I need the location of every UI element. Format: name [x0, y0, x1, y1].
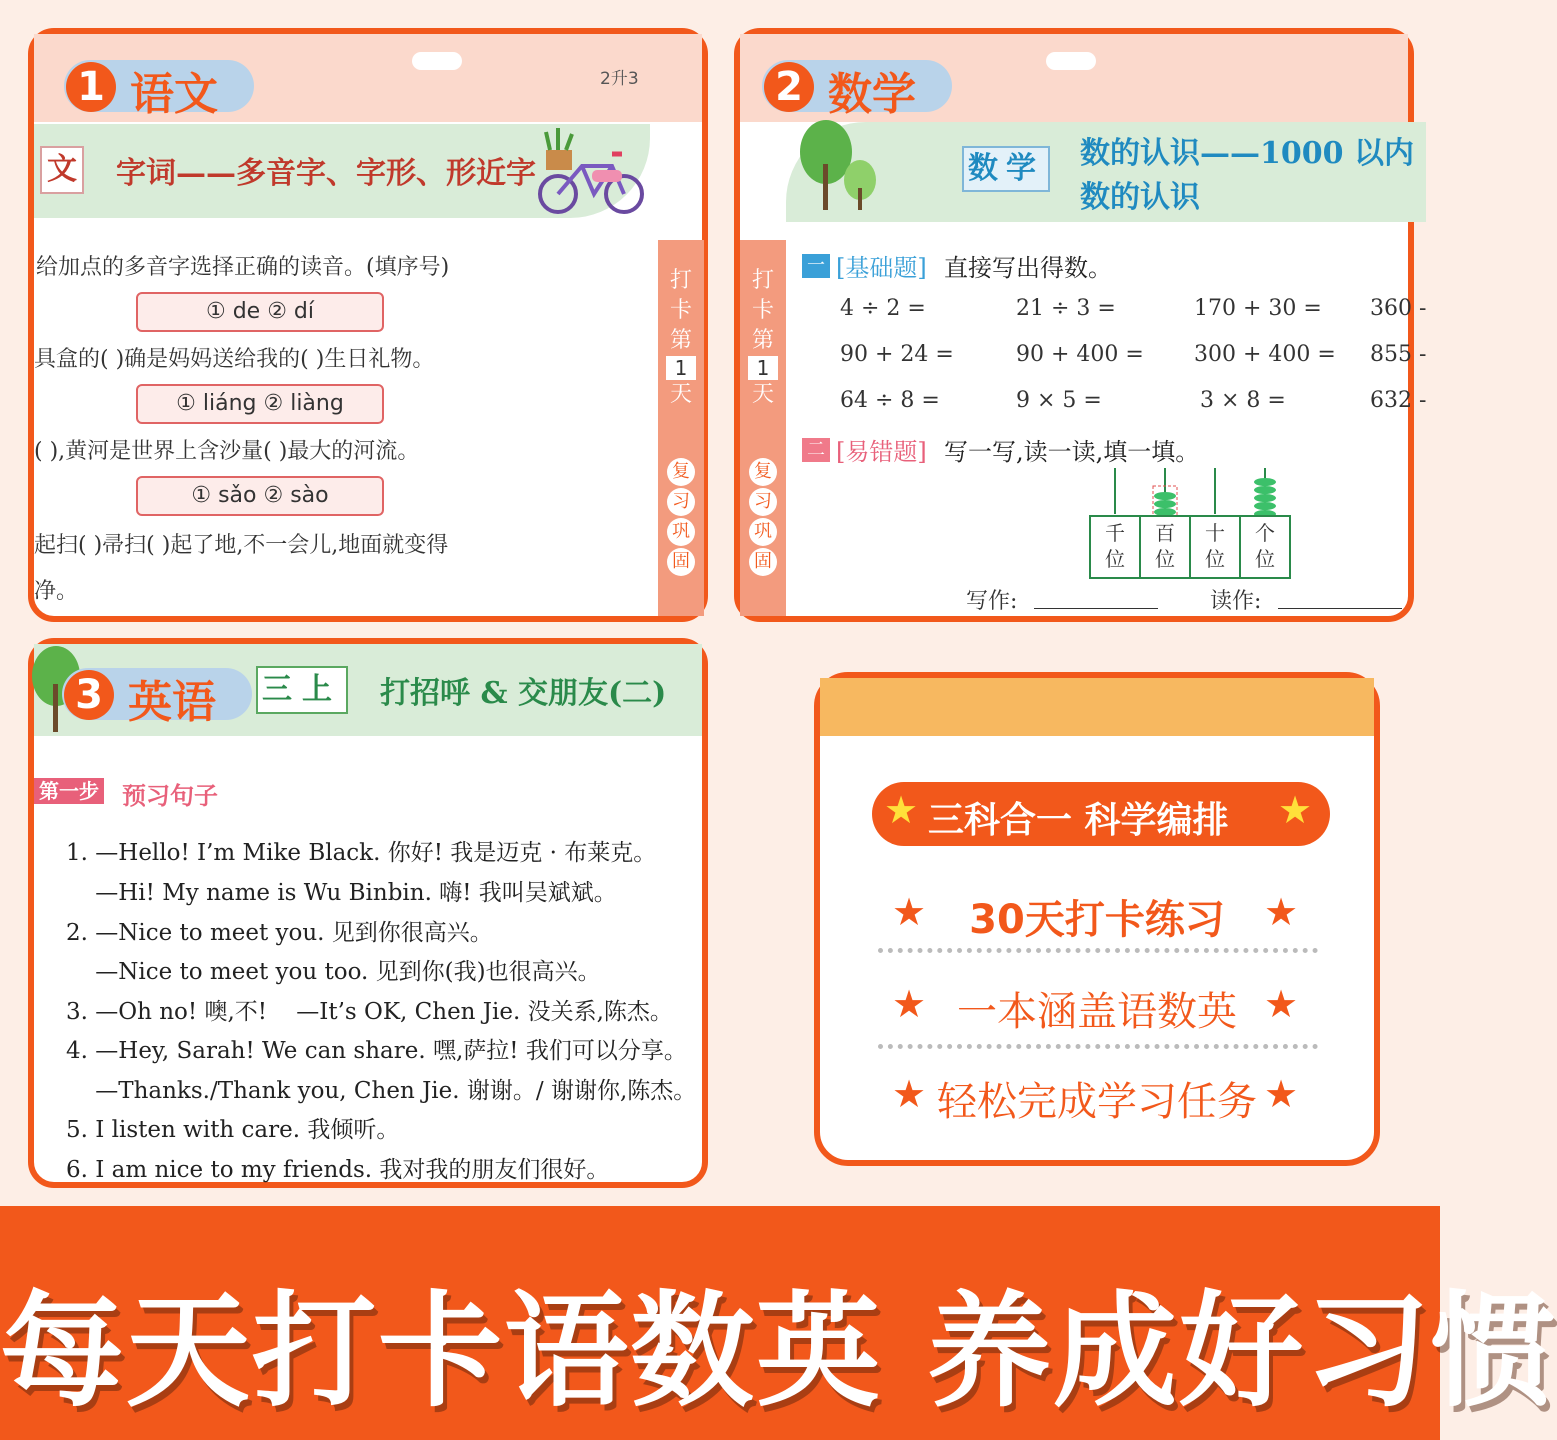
english-grade-box: 三上	[256, 666, 348, 714]
grade-tag: 2升3	[600, 69, 639, 89]
star-icon: ★	[1278, 788, 1313, 832]
math-problem: 300 + 400 =	[1194, 342, 1336, 367]
dotted-divider	[878, 1044, 1318, 1049]
math-problem: 3 × 8 =	[1200, 388, 1286, 413]
features-header-band	[820, 678, 1374, 736]
section1-number: 一	[802, 254, 830, 278]
features-header-title: 三科合一 科学编排	[928, 800, 1229, 841]
section2-number: 二	[802, 438, 830, 462]
exercise-sentence-3: 起扫( )帚扫( )起了地,不一会儿,地面就变得	[34, 533, 449, 558]
step-tag: 第一步	[34, 778, 104, 804]
section2-text: 写一写,读一读,填一填。	[944, 438, 1200, 466]
math-problem-row	[740, 342, 1427, 372]
english-sentence: 2. —Nice to meet you. 见到你很高兴。	[66, 920, 493, 946]
math-problem: 632 -	[1370, 388, 1427, 413]
math-number-badge: 2	[764, 62, 814, 112]
star-icon: ★	[1264, 1072, 1299, 1116]
section1-tag: [基础题]	[836, 254, 927, 282]
cloud-decoration	[412, 52, 462, 70]
write-answer-line	[1034, 608, 1158, 609]
feature-item-1: 30天打卡练习	[969, 897, 1225, 943]
day-number-box: 1	[748, 356, 778, 380]
star-icon: ★	[892, 1072, 927, 1116]
star-icon: ★	[892, 982, 927, 1026]
star-icon: ★	[892, 890, 927, 934]
english-sentence: 3. —Oh no! 噢,不! —It’s OK, Chen Jie. 没关系,陈杰。	[66, 999, 673, 1025]
english-sentence: —Thanks./Thank you, Chen Jie. 谢谢。/ 谢谢你,陈杰。	[66, 1078, 697, 1104]
read-label: 读作:	[1210, 589, 1262, 614]
math-problem-row	[740, 296, 1427, 326]
feature-item-2: 一本涵盖语数英	[957, 989, 1237, 1035]
pronunciation-options-1: ① de ② dí	[136, 292, 384, 332]
english-card	[28, 638, 708, 1188]
math-problem: 9 × 5 =	[1016, 388, 1102, 413]
math-subject-title: 数学	[828, 69, 916, 120]
english-sentence: 1. —Hello! I’m Mike Black. 你好! 我是迈克 · 布莱克。	[66, 840, 657, 866]
step-title: 预习句子	[122, 781, 218, 810]
english-sentence: 5. I listen with care. 我倾听。	[66, 1117, 400, 1143]
english-banner-title: 打招呼 & 交朋友(二)	[380, 676, 667, 711]
english-sentence: —Hi! My name is Wu Binbin. 嗨! 我叫吴斌斌。	[66, 880, 617, 906]
chinese-banner-title: 字词——多音字、字形、形近字	[116, 156, 536, 191]
chinese-number-badge: 1	[66, 62, 116, 112]
slogan-band	[0, 1206, 1557, 1440]
features-card	[814, 672, 1380, 1166]
read-answer-line	[1278, 608, 1402, 609]
english-sentence: 6. I am nice to my friends. 我对我的朋友们很好。	[66, 1157, 610, 1183]
bicycle-illustration	[532, 126, 652, 222]
english-sentence: —Nice to meet you too. 见到你(我)也很高兴。	[66, 959, 601, 985]
chinese-card	[28, 28, 708, 622]
feature-item-3: 轻松完成学习任务	[937, 1079, 1257, 1125]
english-number-badge: 3	[64, 670, 114, 720]
math-problem: 4 ÷ 2 =	[840, 296, 926, 321]
sidebar-text: 打 卡 第 1 天	[740, 266, 786, 410]
pronunciation-options-2: ① liáng ② liàng	[136, 384, 384, 424]
exercise-sentence-4: 净。	[34, 579, 79, 604]
math-card	[734, 28, 1427, 622]
star-icon: ★	[884, 788, 919, 832]
section1-text: 直接写出得数。	[944, 254, 1112, 282]
pronunciation-options-3: ① sǎo ② sào	[136, 476, 384, 516]
banner-char-box: 文	[40, 146, 84, 194]
chinese-instruction: 给加点的多音字选择正确的读音。(填序号)	[36, 255, 450, 280]
checkin-sidebar	[658, 240, 704, 616]
math-problem: 21 ÷ 3 =	[1016, 296, 1116, 321]
abacus-label-ones: 个 位	[1255, 521, 1275, 571]
slogan-text: 每天打卡语数英 养成好习惯	[0, 1280, 1557, 1424]
english-sentence: 4. —Hey, Sarah! We can share. 嘿,萨拉! 我们可以分享。	[66, 1038, 687, 1064]
star-icon: ★	[1264, 890, 1299, 934]
cloud-decoration	[1046, 52, 1096, 70]
review-label: 复 习 巩 固	[740, 456, 786, 578]
math-problem-row	[740, 388, 1427, 418]
features-header-pill	[872, 782, 1330, 846]
math-banner-tag: 数学	[962, 146, 1050, 192]
star-icon: ★	[1264, 982, 1299, 1026]
write-label: 写作:	[966, 589, 1018, 614]
exercise-sentence-2: ( ),黄河是世界上含沙量( )最大的河流。	[34, 439, 420, 464]
english-subject-title: 英语	[128, 677, 216, 728]
section2-tag: [易错题]	[836, 438, 927, 466]
chinese-subject-title: 语文	[130, 69, 218, 120]
math-problem: 360 -	[1370, 296, 1427, 321]
math-problem: 170 + 30 =	[1194, 296, 1322, 321]
math-problem: 64 ÷ 8 =	[840, 388, 940, 413]
sidebar-text: 打 卡 第 1 天	[658, 266, 704, 410]
dotted-divider	[878, 948, 1318, 953]
tree-illustration	[796, 114, 886, 214]
abacus-label-hundreds: 百 位	[1155, 521, 1175, 571]
math-problem: 855 -	[1370, 342, 1427, 367]
abacus-label-thousands: 千 位	[1105, 521, 1125, 571]
review-label: 复 习 巩 固	[658, 456, 704, 578]
math-banner-title-1: 数的认识——1000 以内	[1080, 136, 1414, 171]
math-banner-title-2: 数的认识	[1080, 180, 1200, 215]
abacus-label-tens: 十 位	[1205, 521, 1225, 571]
exercise-sentence-1: 具盒的( )确是妈妈送给我的( )生日礼物。	[34, 347, 435, 372]
math-problem: 90 + 24 =	[840, 342, 954, 367]
math-problem: 90 + 400 =	[1016, 342, 1144, 367]
day-number-box: 1	[666, 356, 696, 380]
